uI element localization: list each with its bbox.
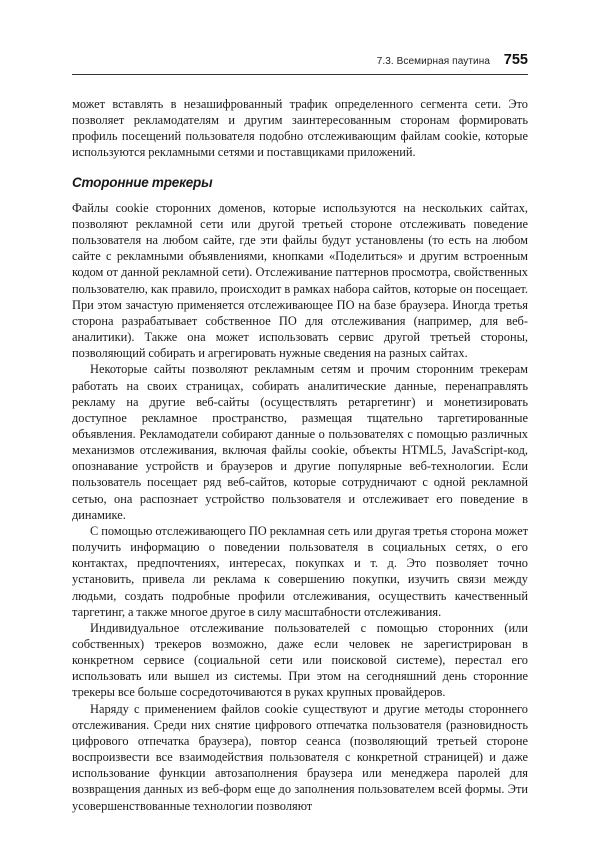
section-title: 7.3. Всемирная паутина [376,56,490,67]
page-number: 755 [503,52,528,68]
paragraph: С помощью отслеживающего ПО рекламная сеть или другая третья сторона может получить информацию о поведении пользователя в социальных сетях, о его контактах, предпочтениях, интересах, покупках и т. д. Это позволяет точно установить, привела ли реклама к совершению покупки, изучить связи между людьми, создать подробные профили отслеживания, осуществить качественный таргетинг, а также многое другое в силу масштабности отслеживания. [72,523,528,619]
paragraph: Файлы cookie сторонних доменов, которые используются на нескольких сайтах, позволяют рекламной сети или другой третьей стороне отслеживать поведение пользователя на любом сайте, где эти файлы будут установлены (то есть на любом сайте с рекламными объявлениями, кнопками «Поделиться» и другим встроенным кодом от данной рекламной сети). Отслеживание паттернов просмотра, свойственных пользователю, как правило, происходит в рамках набора сайтов, которые он посещает. При этом зачастую применяется отслеживающее ПО на базе браузера. Иногда третья сторона разрабатывает собственное ПО для отслеживания (например, для веб-аналитики). Также она может использовать сервис другой третьей стороны, позволяющий собирать и агрегировать нужные сведения на разных сайтах. [72,200,528,361]
paragraph: Индивидуальное отслеживание пользователей с помощью сторонних (или собственных) трекеров возможно, даже если человек не зарегистрирован в конкретном сервисе (социальной сети или поисковой системе), перестал его использовать или вышел из системы. При этом на сегодняшний день сторонние трекеры все больше сосредоточиваются в руках крупных провайдеров. [72,620,528,700]
page-body [72,96,528,814]
header-rule [72,74,528,75]
section-heading: Сторонние трекеры [72,174,213,190]
intro-paragraph: может вставлять в незашифрованный трафик определенного сегмента сети. Это позволяет рекламодателям и другим заинтересованным сторонам формировать профиль посещений пользователя подобно отслеживающим файлам cookie, которые используются рекламными сетями и поставщиками приложений. [72,97,528,160]
running-header [72,50,528,74]
paragraph: Наряду с применением файлов cookie существуют и другие методы стороннего отслеживания. Среди них снятие цифрового отпечатка пользователя (разновидность цифрового отпечатка браузера), повтор сеанса (позволяющий третьей стороне воспроизвести все взаимодействия пользователя с конкретной страницей) и даже использование функции автозаполнения браузера или менеджера паролей для возвращения данных из веб-форм еще до заполнения пользователем всей формы. Эти усовершенствованные технологии позволяют [72,701,528,813]
paragraph: Некоторые сайты позволяют рекламным сетям и прочим сторонним трекерам работать на своих страницах, собирать аналитические данные, перенаправлять рекламу на другие веб-сайты (осуществлять ретаргетинг) и монетизировать доступное рекламное пространство, размещая тщательно таргетированные объявления. Рекламодатели собирают данные о пользователях с помощью различных механизмов отслеживания, включая файлы cookie, объекты HTML5, JavaScript-код, опознавание устройств и браузеров и другие популярные веб-технологии. Если пользователь посещает ряд веб-сайтов, которые сотрудничают с одной рекламной сетью, она распознает устройство пользователя и отслеживает его поведение в динамике. [72,362,528,522]
